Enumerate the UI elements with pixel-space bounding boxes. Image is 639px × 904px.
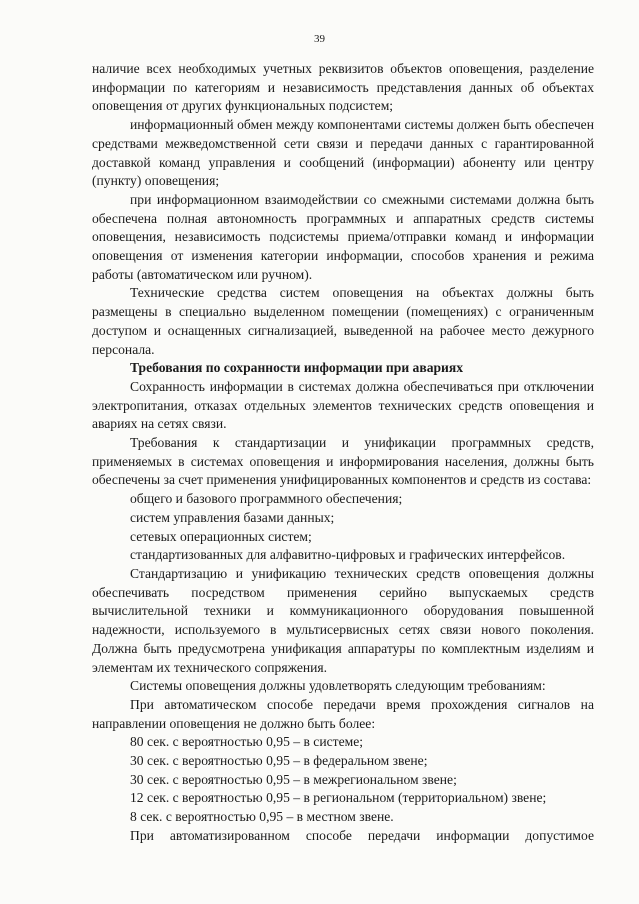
list-item: 80 сек. с вероятностью 0,95 – в системе; [130,734,364,750]
list-item: стандартизованных для алфавитно-цифровых и графических интерфейсов. [130,547,566,563]
list-item: 12 сек. с вероятностью 0,95 – в региональном (территориальном) звене; [130,790,547,806]
paragraph-information-exchange: информационный обмен между компонентами системы должен быть обеспечен средствами межведомственной сети связи и передачи данных с гарантированной доставкой команд управления и сообщений (информации) абоненту или центру (пункту) оповещения; [92,117,594,189]
paragraph-automated-transmission: При автоматизированном способе передачи информации допустимое [130,827,594,843]
list-item: 30 сек. с вероятностью 0,95 – в межрегиональном звене; [130,771,457,787]
section-heading: Требования по сохранности информации при авариях [130,360,464,376]
paragraph-recipient-details: наличие всех необходимых учетных реквизитов объектов оповещения, разделение информации по категориям и независимость представления данных об объектах оповещения от других функциональных подсистем; [92,61,594,114]
paragraph-standardization-software: Требования к стандартизации и унификации программных средств, применяемых в системах оповещения и информирования населения, должны быть обеспечены за счет применения унифицированных компонентов и средств из состава: [92,435,594,488]
paragraph-data-preservation: Сохранность информации в системах должна обеспечиваться при отключении электропитания, отказах отдельных элементов технических средств оповещения и авариях на сетях связи. [92,378,594,432]
list-item: сетевых операционных систем; [130,528,312,544]
list-item: общего и базового программного обеспечения; [130,491,403,507]
paragraph-automatic-transmission: При автоматическом способе передачи время прохождения сигналов на направлении оповещения не должно быть более: [92,696,594,731]
paragraph-system-autonomy: при информационном взаимодействии со смежными системами должна быть обеспечена полная автономность программных и аппаратных средств системы оповещения, независимость подсистемы приема/отправки команд и информации оповещения от изменения категории информации, способов хранения и режима работы (автоматическом или ручном). [92,191,594,282]
list-item: систем управления базами данных; [130,509,335,525]
list-item: 8 сек. с вероятностью 0,95 – в местном звене. [130,809,394,825]
paragraph-standardization-hardware: Стандартизацию и унификацию технических средств оповещения должны обеспечивать посредством применения серийно выпускаемых средств вычислительной техники и коммуникационного оборудования повышенной надежности, используемого в мультисервисных сетях связи нового поколения. Должна быть предусмотрена унификация аппаратуры по комплектным изделиям и элементам их технического сопряжения. [92,565,594,675]
document-body [92,60,594,846]
paragraph-requirements-intro: Системы оповещения должны удовлетворять следующим требованиям: [130,678,546,694]
list-item: 30 сек. с вероятностью 0,95 – в федеральном звене; [130,753,428,769]
page-number: 39 [314,33,325,45]
paragraph-equipment-placement: Технические средства систем оповещения на объектах должны быть размещены в специально выделенном помещении (помещениях) с ограниченным доступом и оснащенных сигнализацией, выведенной на рабочее место дежурного персонала. [92,285,594,357]
